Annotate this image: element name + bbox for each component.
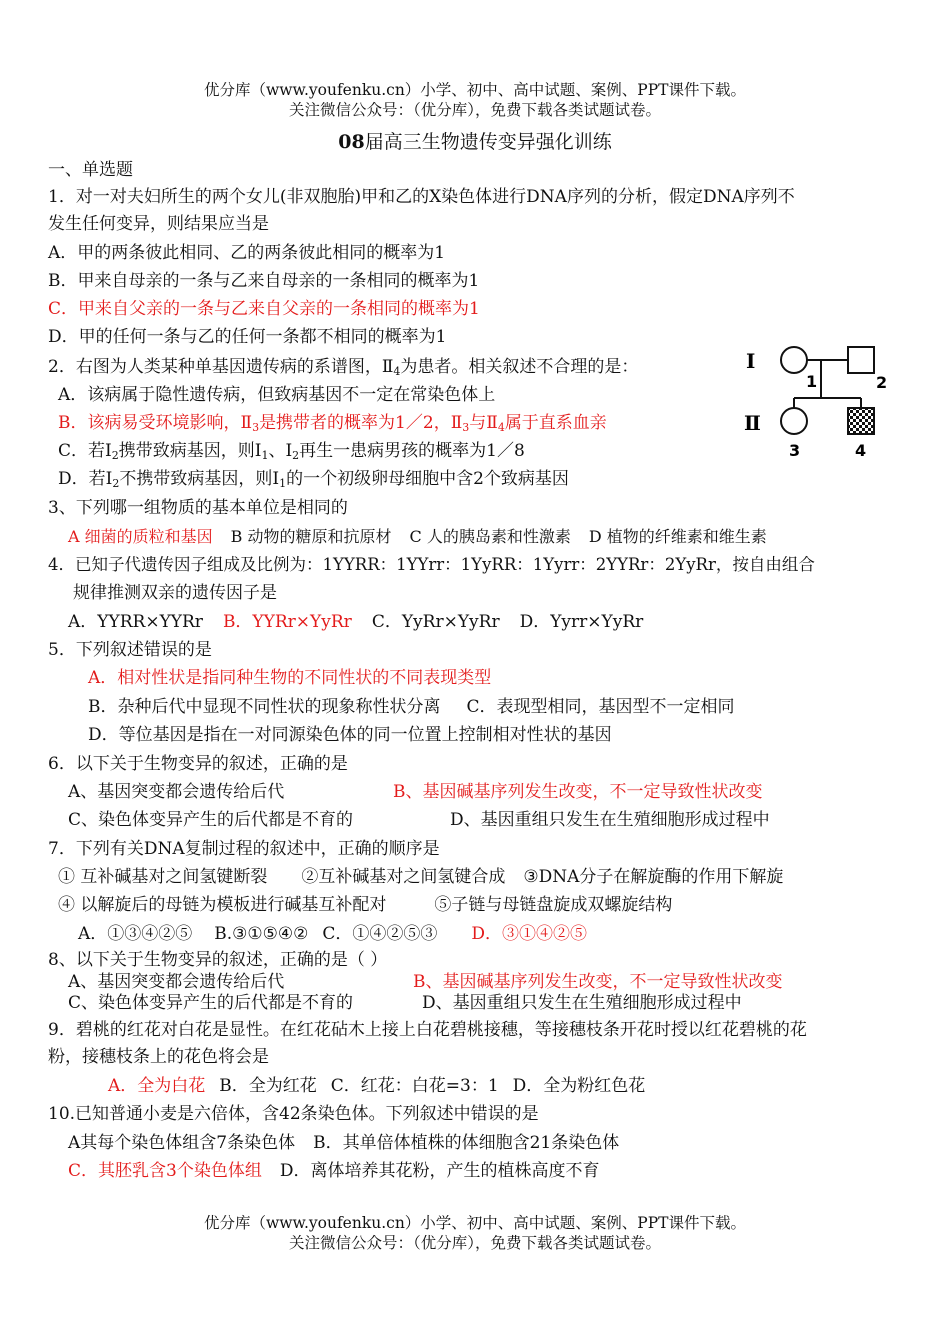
q4-stem-line-1: 4．已知子代遗传因子组成及比例为：1YYRR：1YYrr：1YyRR：1Yyrr：2YYRr：2YyRr，按自由组合 — [48, 555, 815, 574]
q2-d-part-2: 不携带致病基因，则I — [119, 469, 280, 489]
q2-c-sub-3: 2 — [292, 449, 300, 462]
q10-stem: 10.已知普通小麦是六倍体，含42条染色体。下列叙述中错误的是 — [48, 1104, 539, 1124]
q7-step-1: ① 互补碱基对之间氢键断裂 — [58, 867, 268, 887]
individual-number-4: 4 — [855, 441, 867, 460]
q2-c-part-1: C．若I — [58, 441, 112, 461]
individual-number-3: 3 — [789, 441, 801, 460]
section-heading: 一、单选题 — [48, 160, 133, 180]
q2-option-c — [58, 441, 525, 461]
q6-stem: 6．以下关于生物变异的叙述，正确的是 — [48, 754, 348, 774]
q2-d-part-3: 的一个初级卵母细胞中含2个致病基因 — [286, 469, 569, 489]
q6-option-d: D、基因重组只发生在生殖细胞形成过程中 — [450, 810, 770, 830]
q8-option-a: A、基因突变都会遗传给后代 — [68, 972, 285, 992]
q5-options-b-c — [88, 697, 735, 717]
q1-option-a: A．甲的两条彼此相同、乙的两条彼此相同的概率为1 — [48, 243, 446, 263]
q4-option-d: D．Yyrr×YyRr — [519, 612, 644, 632]
q6-option-c: C、染色体变异产生的后代都是不育的 — [68, 810, 354, 830]
q2-d-sub-2: 1 — [279, 477, 287, 490]
q9-option-a-answer: A．全为白花 — [108, 1076, 206, 1096]
q2-stem-sub: 4 — [393, 365, 401, 378]
q2-stem-pre: 2．右图为人类某种单基因遗传病的系谱图，Ⅱ — [48, 357, 394, 377]
q8-option-c: C、染色体变异产生的后代都是不育的 — [68, 993, 354, 1013]
q6-option-a: A、基因突变都会遗传给后代 — [68, 782, 285, 802]
q5-stem: 5．下列叙述错误的是 — [48, 640, 212, 660]
q2-b-sub-2: 3 — [462, 421, 470, 434]
q10-option-a: A其每个染色体组含7条染色体 — [68, 1133, 296, 1153]
title-text: 届高三生物遗传变异强化训练 — [364, 131, 612, 153]
individual-4-affected-male — [848, 408, 874, 434]
header-line-1: 优分库（www.youfenku.cn）小学、初中、高中试题、案例、PPT课件下载。 — [203, 81, 747, 99]
footer-line-1: 优分库（www.youfenku.cn）小学、初中、高中试题、案例、PPT课件下载。 — [203, 1214, 747, 1232]
q3-option-c: C 人的胰岛素和性激素 — [409, 527, 571, 546]
q2-c-part-3: 、I — [268, 441, 293, 461]
q2-option-a: A．该病属于隐性遗传病，但致病基因不一定在常染色体上 — [58, 385, 496, 405]
q5-option-a-answer: A．相对性状是指同种生物的不同性状的不同表现类型 — [88, 668, 492, 688]
q4-option-c: C．YyRr×YyRr — [371, 612, 500, 632]
q5-option-d: D．等位基因是指在一对同源染色体的同一位置上控制相对性状的基因 — [88, 725, 612, 745]
q2-b-sub-1: 3 — [252, 421, 260, 434]
q8-stem: 8、以下关于生物变异的叙述，正确的是（ ） — [48, 950, 388, 970]
q8-option-b-answer: B、基因碱基序列发生改变，不一定导致性状改变 — [413, 972, 783, 992]
q4-option-b-answer: B．YYRr×YyRr — [222, 612, 352, 632]
q2-c-part-4: 再生一患病男孩的概率为1／8 — [299, 441, 525, 461]
q1-stem-line-1: 1．对一对夫妇所生的两个女儿(非双胞胎)甲和乙的X染色体进行DNA序列的分析，假定DNA序列不 — [48, 187, 795, 207]
generation-label-2: Ⅱ — [744, 411, 761, 435]
generation-label-1: I — [746, 349, 756, 373]
q7-step-5: ⑤子链与母链盘旋成双螺旋结构 — [434, 895, 673, 915]
q4-option-a: A．YYRR×YYRr — [68, 612, 203, 632]
q2-c-sub-1: 2 — [111, 449, 119, 462]
q2-b-part-2: 是携带者的概率为1／2，Ⅱ — [259, 413, 463, 433]
individual-3-female — [781, 408, 807, 434]
q7-option-a: A．①③④②⑤ — [78, 924, 193, 944]
q9-option-d: D．全为粉红色花 — [512, 1076, 646, 1096]
q9-option-c: C．红花：白花=3：1 — [330, 1076, 499, 1096]
q1-option-b: B．甲来自母亲的一条与乙来自母亲的一条相同的概率为1 — [48, 271, 480, 291]
q4-options — [68, 612, 643, 632]
q3-option-a-answer: A 细菌的质粒和基因 — [68, 527, 213, 546]
page-title — [0, 132, 950, 152]
q4-stem-line-2: 规律推测双亲的遗传因子是 — [73, 583, 277, 603]
q2-c-sub-2: 1 — [261, 449, 269, 462]
q10-option-d: D．离体培养其花粉，产生的植株高度不育 — [279, 1161, 600, 1181]
q2-b-part-1: B．该病易受环境影响，Ⅱ — [58, 413, 253, 433]
individual-1-female — [781, 347, 807, 373]
q2-b-sub-3: 4 — [497, 421, 505, 434]
q8-option-d: D、基因重组只发生在生殖细胞形成过程中 — [422, 993, 742, 1013]
q2-d-part-1: D．若I — [58, 469, 113, 489]
q7-option-b: B.③①⑤④② — [214, 924, 309, 944]
q3-option-b: B 动物的糖原和抗原材 — [230, 527, 392, 546]
q1-stem-line-2: 发生任何变异，则结果应当是 — [48, 214, 269, 234]
q2-c-part-2: 携带致病基因，则I — [118, 441, 262, 461]
q2-b-part-4: 属于直系血亲 — [504, 413, 607, 433]
q7-option-c: C．①④②⑤③ — [322, 924, 438, 944]
header-line-2: 关注微信公众号：（优分库），免费下载各类试题试卷。 — [288, 101, 661, 119]
q1-option-d: D．甲的任何一条与乙的任何一条都不相同的概率为1 — [48, 327, 447, 347]
q7-step-2: ②互补碱基对之间氢键合成 — [301, 867, 506, 887]
q2-d-sub-1: 2 — [112, 477, 120, 490]
q7-stem: 7．下列有关DNA复制过程的叙述中，正确的顺序是 — [48, 839, 440, 859]
q10-options-c-d — [68, 1161, 599, 1181]
q2-b-part-3: 与Ⅱ — [469, 413, 498, 433]
pedigree-diagram — [742, 338, 892, 463]
q7-steps-row-2 — [58, 895, 672, 915]
q7-step-3: ③DNA分子在解旋酶的作用下解旋 — [523, 867, 784, 887]
q10-option-c-answer: C．其胚乳含3个染色体组 — [68, 1161, 262, 1181]
title-prefix: 08 — [338, 131, 365, 153]
q5-option-b: B．杂种后代中显现不同性状的现象称性状分离 — [88, 697, 441, 717]
q7-step-4: ④ 以解旋后的母链为模板进行碱基互补配对 — [58, 895, 387, 915]
q5-option-c: C．表现型相同，基因型不一定相同 — [466, 697, 735, 717]
q1-option-c-answer: C．甲来自父亲的一条与乙来自父亲的一条相同的概率为1 — [48, 299, 480, 319]
footer-line-2: 关注微信公众号：（优分库），免费下载各类试题试卷。 — [288, 1234, 661, 1252]
q10-options-a-b — [68, 1133, 619, 1153]
q6-option-b-answer: B、基因碱基序列发生改变，不一定导致性状改变 — [393, 782, 763, 802]
individual-number-1: 1 — [806, 372, 818, 391]
individual-2-male — [848, 347, 874, 373]
q9-options — [108, 1076, 645, 1096]
q9-stem-line-1: 9．碧桃的红花对白花是显性。在红花砧木上接上白花碧桃接穗，等接穗枝条开花时授以红花碧桃的花 — [48, 1020, 807, 1040]
q3-option-d: D 植物的纤维素和维生素 — [588, 527, 767, 546]
q3-stem: 3、下列哪一组物质的基本单位是相同的 — [48, 498, 348, 518]
q10-option-b: B．其单倍体植株的体细胞含21条染色体 — [313, 1133, 620, 1153]
q7-options — [78, 924, 587, 944]
q9-option-b: B．全为红花 — [219, 1076, 317, 1096]
q7-steps-row-1 — [58, 867, 783, 887]
q2-stem — [48, 357, 638, 377]
q7-option-d-answer: D．③①④②⑤ — [471, 924, 588, 944]
q9-stem-line-2: 粉，接穗枝条上的花色将会是 — [48, 1047, 269, 1067]
individual-number-2: 2 — [876, 373, 888, 392]
q2-stem-post: 为患者。相关叙述不合理的是： — [400, 357, 639, 377]
q3-options — [68, 527, 767, 547]
q2-option-d — [58, 469, 569, 489]
q2-option-b-answer — [58, 413, 607, 433]
